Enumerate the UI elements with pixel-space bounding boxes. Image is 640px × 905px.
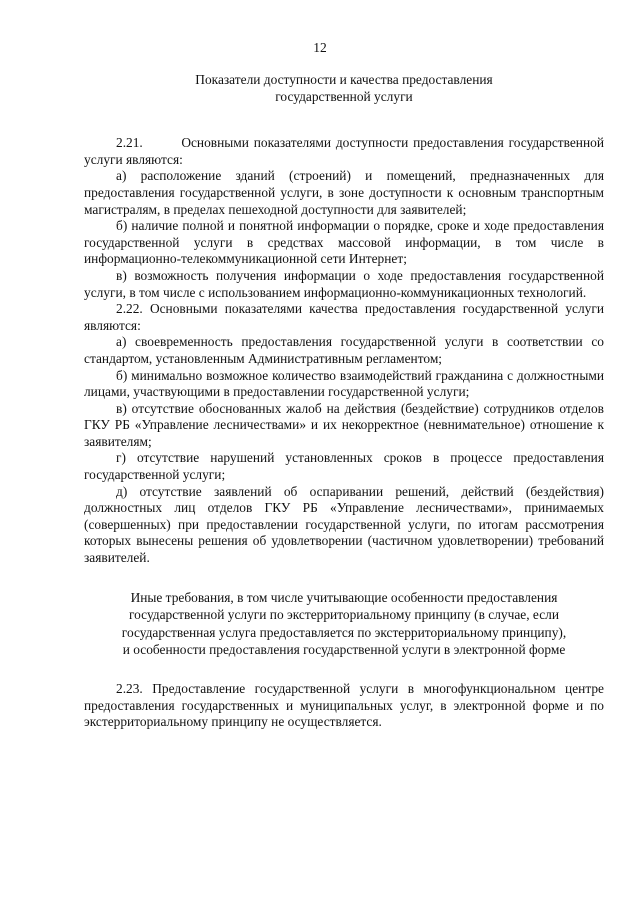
paragraph-2-22-e: д) отсутствие заявлений об оспаривании решений, действий (бездействия) должностных лиц отделов ГКУ РБ «Управление лесничествами», принимаемых (совершенных) при предоставлении государственной услуги, по итогам рассмотрения которых вынесены решения об удовлетворении (частичном удовлетворении) требований заявителей. <box>84 483 604 566</box>
paragraph-2-22: 2.22. Основными показателями качества предоставления государственной услуги являются: <box>84 301 604 333</box>
heading-line: государственной услуги по экстерриториальному принципу (в случае, если <box>128 607 559 623</box>
paragraph-2-22-b: б) минимально возможное количество взаимодействий гражданина с должностными лицами, участвующими в предоставлении государственной услуги; <box>84 367 604 400</box>
paragraph-2-22-d: г) отсутствие нарушений установленных сроков в процессе предоставления государственной услуги; <box>84 450 604 483</box>
paragraph-2-21-c: в) возможность получения информации о ходе предоставления государственной услуги, в том числе с использованием информационно-коммуникационных технологий. <box>84 267 604 300</box>
paragraph-2-21-b: б) наличие полной и понятной информации о порядке, сроке и ходе предоставления государственной услуги в средствах массовой информации, в том числе в информационно-телекоммуникационной сети Интернет; <box>84 218 604 267</box>
heading-line: государственной услуги <box>275 88 413 104</box>
document-body <box>84 72 604 731</box>
heading-line: Иные требования, в том числе учитывающие особенности предоставления <box>130 589 558 605</box>
section-heading-other-requirements <box>84 589 604 659</box>
paragraph-2-21: 2.21. Основными показателями доступности предоставления государственной услуги являются: <box>84 135 604 167</box>
heading-line: Показатели доступности и качества предоставления <box>195 72 493 87</box>
section-heading-availability <box>84 72 604 105</box>
heading-line: государственная услуга предоставляется по экстерриториальному принципу), <box>121 624 567 640</box>
paragraph-2-22-a: а) своевременность предоставления государственной услуги в соответствии со стандартом, установленным Административным регламентом; <box>84 334 604 366</box>
paragraph-2-22-c: в) отсутствие обоснованных жалоб на действия (бездействие) сотрудников отделов ГКУ РБ «Управление лесничествами» и их некорректное (невнимательное) отношение к заявителям; <box>84 400 604 449</box>
page-number: 12 <box>313 40 327 55</box>
heading-line: и особенности предоставления государственной услуги в электронной форме <box>122 642 566 658</box>
paragraph-2-23: 2.23. Предоставление государственной услуги в многофункциональном центре предоставления государственных и муниципальных услуг, в электронной форме и по экстерриториальному принципу не осуществляется. <box>84 681 604 730</box>
paragraph-2-21-a: а) расположение зданий (строений) и помещений, предназначенных для предоставления государственной услуги, в зоне доступности к основным транспортным магистралям, в пределах пешеходной доступности для заявителей; <box>84 168 604 217</box>
